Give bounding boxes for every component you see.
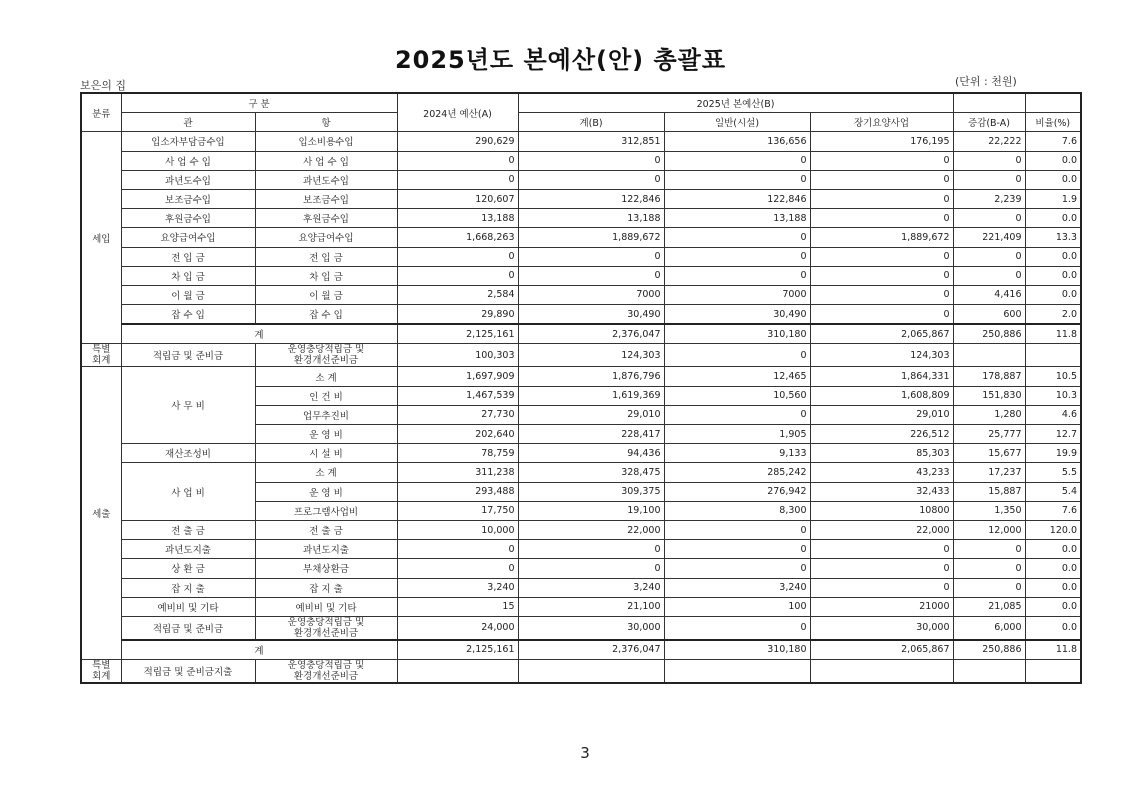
cell-p: 10.3: [1025, 386, 1081, 405]
table-row-special: [81, 344, 1081, 367]
cell-g: 13,188: [664, 209, 810, 228]
table-row: [81, 132, 1081, 151]
cell-b: 30,490: [518, 305, 664, 325]
cell-d: 221,409: [953, 228, 1025, 247]
cell-gwan: 잡 지 출: [121, 578, 255, 597]
cell-hang: 운영충당적립금 및 환경개선준비금: [255, 660, 397, 684]
cell-p: 5.4: [1025, 482, 1081, 501]
cell-gwan: 사 무 비: [121, 367, 255, 444]
cell-hang: 후원금수입: [255, 209, 397, 228]
total-label: 계: [121, 640, 397, 660]
special-label: 특별 회계: [81, 660, 121, 684]
header-general: 일반(시설): [664, 113, 810, 132]
cell-b: 1,619,369: [518, 386, 664, 405]
cell-a: 290,629: [397, 132, 518, 151]
page-number: 3: [580, 744, 590, 762]
cell-d: 1,350: [953, 501, 1025, 520]
cell-d: 151,830: [953, 386, 1025, 405]
cell-a: 2,125,161: [397, 640, 518, 660]
cell-g: 310,180: [664, 640, 810, 660]
cell-hang: 잡 지 출: [255, 578, 397, 597]
table-row: [81, 463, 1081, 482]
cell-p: 0.0: [1025, 151, 1081, 170]
header-blank-2: [1025, 93, 1081, 113]
cell-p: 0.0: [1025, 540, 1081, 559]
cell-d: 0: [953, 247, 1025, 266]
cell-hang: 예비비 및 기타: [255, 597, 397, 616]
table-row-total: [81, 324, 1081, 344]
cell-p: [1025, 344, 1081, 367]
cell-g: 0: [664, 520, 810, 539]
cell-l: 176,195: [810, 132, 953, 151]
table-row: [81, 597, 1081, 616]
cell-gwan: 전 입 금: [121, 247, 255, 266]
table-row: [81, 616, 1081, 640]
cell-d: 0: [953, 209, 1025, 228]
table-row-total: [81, 640, 1081, 660]
cell-gwan: 예비비 및 기타: [121, 597, 255, 616]
cell-d: 4,416: [953, 285, 1025, 304]
cell-a: 202,640: [397, 425, 518, 444]
table-row: [81, 247, 1081, 266]
cell-hang: 요양급여수입: [255, 228, 397, 247]
cell-p: 11.8: [1025, 640, 1081, 660]
cell-l: 32,433: [810, 482, 953, 501]
cell-d: 12,000: [953, 520, 1025, 539]
cell-gwan: 과년도지출: [121, 540, 255, 559]
cell-g: 136,656: [664, 132, 810, 151]
cell-p: 0.0: [1025, 266, 1081, 285]
cell-g: [664, 660, 810, 684]
table-row-special: [81, 660, 1081, 684]
cell-g: 7000: [664, 285, 810, 304]
header-category: 분류: [81, 93, 121, 132]
cell-hang: 사 업 수 입: [255, 151, 397, 170]
cell-p: 0.0: [1025, 170, 1081, 189]
cell-gwan: 차 입 금: [121, 266, 255, 285]
cell-d: 17,237: [953, 463, 1025, 482]
cell-l: 124,303: [810, 344, 953, 367]
cell-g: 0: [664, 405, 810, 424]
cell-hang: 운 영 비: [255, 425, 397, 444]
cell-b: 3,240: [518, 578, 664, 597]
cell-b: 0: [518, 266, 664, 285]
cell-l: 0: [810, 209, 953, 228]
cell-d: 25,777: [953, 425, 1025, 444]
header-longterm: 장기요양사업: [810, 113, 953, 132]
cell-g: 122,846: [664, 189, 810, 208]
cell-hang: 전 출 금: [255, 520, 397, 539]
cell-a: 15: [397, 597, 518, 616]
cell-a: 2,125,161: [397, 324, 518, 344]
cell-b: 19,100: [518, 501, 664, 520]
cell-l: 0: [810, 151, 953, 170]
cell-a: 0: [397, 170, 518, 189]
cell-a: 1,668,263: [397, 228, 518, 247]
cell-b: 22,000: [518, 520, 664, 539]
cell-b: 1,889,672: [518, 228, 664, 247]
cell-a: 1,697,909: [397, 367, 518, 386]
unit-label: (단위 : 천원): [955, 75, 1017, 88]
table-row: [81, 444, 1081, 463]
cell-d: [953, 344, 1025, 367]
cell-b: 312,851: [518, 132, 664, 151]
cell-g: 1,905: [664, 425, 810, 444]
cell-d: 0: [953, 559, 1025, 578]
cell-d: 15,677: [953, 444, 1025, 463]
table-row: [81, 170, 1081, 189]
cell-gwan: 이 월 금: [121, 285, 255, 304]
cell-d: 1,280: [953, 405, 1025, 424]
table-row: [81, 209, 1081, 228]
cell-d: 178,887: [953, 367, 1025, 386]
table-row: [81, 367, 1081, 386]
table-row: [81, 305, 1081, 325]
cell-d: 21,085: [953, 597, 1025, 616]
cell-hang: 소 계: [255, 367, 397, 386]
cell-a: 10,000: [397, 520, 518, 539]
section-label-expense: 세출: [81, 367, 121, 660]
cell-a: 293,488: [397, 482, 518, 501]
cell-d: 250,886: [953, 324, 1025, 344]
cell-hang: 소 계: [255, 463, 397, 482]
table-row: [81, 578, 1081, 597]
cell-l: 0: [810, 559, 953, 578]
table-row: [81, 228, 1081, 247]
cell-g: 0: [664, 616, 810, 640]
special-label: 특별 회계: [81, 344, 121, 367]
cell-l: 30,000: [810, 616, 953, 640]
cell-gwan: 후원금수입: [121, 209, 255, 228]
cell-l: 1,608,809: [810, 386, 953, 405]
cell-l: 2,065,867: [810, 324, 953, 344]
cell-gwan: 보조금수입: [121, 189, 255, 208]
cell-b: 228,417: [518, 425, 664, 444]
cell-g: 0: [664, 151, 810, 170]
cell-l: 1,889,672: [810, 228, 953, 247]
cell-a: [397, 660, 518, 684]
cell-p: 7.6: [1025, 501, 1081, 520]
cell-g: 30,490: [664, 305, 810, 325]
cell-l: 226,512: [810, 425, 953, 444]
cell-hang: 차 입 금: [255, 266, 397, 285]
cell-gwan: 잡 수 입: [121, 305, 255, 325]
cell-hang: 전 입 금: [255, 247, 397, 266]
cell-b: 309,375: [518, 482, 664, 501]
budget-summary-table: [80, 92, 1082, 684]
cell-b: 2,376,047: [518, 324, 664, 344]
cell-g: 3,240: [664, 578, 810, 597]
table-row: [81, 520, 1081, 539]
cell-hang: 운 영 비: [255, 482, 397, 501]
cell-g: 285,242: [664, 463, 810, 482]
cell-p: 19.9: [1025, 444, 1081, 463]
cell-l: 0: [810, 266, 953, 285]
cell-b: 29,010: [518, 405, 664, 424]
cell-b: 328,475: [518, 463, 664, 482]
cell-hang: 시 설 비: [255, 444, 397, 463]
cell-d: 0: [953, 266, 1025, 285]
cell-a: 13,188: [397, 209, 518, 228]
header-blank-1: [953, 93, 1025, 113]
cell-d: 15,887: [953, 482, 1025, 501]
cell-gwan: 적립금 및 준비금: [121, 616, 255, 640]
cell-g: 276,942: [664, 482, 810, 501]
header-prev-budget: 2024년 예산(A): [397, 93, 518, 132]
header-total-b: 계(B): [518, 113, 664, 132]
cell-d: 6,000: [953, 616, 1025, 640]
cell-p: 5.5: [1025, 463, 1081, 482]
cell-hang: 프로그램사업비: [255, 501, 397, 520]
cell-p: 0.0: [1025, 597, 1081, 616]
cell-g: 12,465: [664, 367, 810, 386]
cell-a: 78,759: [397, 444, 518, 463]
table-row: [81, 285, 1081, 304]
cell-p: 1.9: [1025, 189, 1081, 208]
cell-g: 10,560: [664, 386, 810, 405]
cell-a: 0: [397, 151, 518, 170]
cell-l: 0: [810, 578, 953, 597]
cell-p: 10.5: [1025, 367, 1081, 386]
cell-hang: 운영충당적립금 및 환경개선준비금: [255, 616, 397, 640]
table-row: [81, 189, 1081, 208]
header-gubun: 구 분: [121, 93, 397, 113]
cell-gwan: 요양급여수입: [121, 228, 255, 247]
cell-hang: 인 건 비: [255, 386, 397, 405]
cell-hang: 부채상환금: [255, 559, 397, 578]
cell-a: 27,730: [397, 405, 518, 424]
cell-hang: 과년도수입: [255, 170, 397, 189]
cell-gwan: 과년도수입: [121, 170, 255, 189]
cell-g: 0: [664, 540, 810, 559]
cell-b: 13,188: [518, 209, 664, 228]
cell-b: 1,876,796: [518, 367, 664, 386]
cell-l: 22,000: [810, 520, 953, 539]
cell-g: 9,133: [664, 444, 810, 463]
total-label: 계: [121, 324, 397, 344]
cell-p: 0.0: [1025, 616, 1081, 640]
cell-b: 0: [518, 170, 664, 189]
cell-gwan: 입소자부담금수입: [121, 132, 255, 151]
cell-a: 2,584: [397, 285, 518, 304]
cell-d: 0: [953, 540, 1025, 559]
cell-l: 10800: [810, 501, 953, 520]
cell-g: 0: [664, 266, 810, 285]
cell-p: 12.7: [1025, 425, 1081, 444]
cell-l: 1,864,331: [810, 367, 953, 386]
cell-gwan: 재산조성비: [121, 444, 255, 463]
cell-gwan: 사 업 비: [121, 463, 255, 521]
cell-p: 120.0: [1025, 520, 1081, 539]
cell-gwan: 적립금 및 준비금: [121, 344, 255, 367]
cell-p: 0.0: [1025, 285, 1081, 304]
cell-b: 94,436: [518, 444, 664, 463]
cell-a: 3,240: [397, 578, 518, 597]
cell-l: [810, 660, 953, 684]
cell-b: 0: [518, 247, 664, 266]
cell-b: 0: [518, 559, 664, 578]
cell-a: 0: [397, 540, 518, 559]
cell-gwan: 상 환 금: [121, 559, 255, 578]
cell-hang: 이 월 금: [255, 285, 397, 304]
cell-g: 0: [664, 247, 810, 266]
cell-p: 13.3: [1025, 228, 1081, 247]
cell-l: 0: [810, 247, 953, 266]
cell-d: 0: [953, 170, 1025, 189]
table-row: [81, 540, 1081, 559]
cell-b: 0: [518, 540, 664, 559]
cell-d: 250,886: [953, 640, 1025, 660]
cell-a: 24,000: [397, 616, 518, 640]
cell-hang: 잡 수 입: [255, 305, 397, 325]
cell-hang: 보조금수입: [255, 189, 397, 208]
cell-a: 0: [397, 559, 518, 578]
cell-p: 0.0: [1025, 247, 1081, 266]
cell-b: 2,376,047: [518, 640, 664, 660]
cell-l: 29,010: [810, 405, 953, 424]
cell-l: 43,233: [810, 463, 953, 482]
cell-d: 600: [953, 305, 1025, 325]
cell-b: 7000: [518, 285, 664, 304]
cell-b: 122,846: [518, 189, 664, 208]
cell-gwan: 전 출 금: [121, 520, 255, 539]
cell-p: 0.0: [1025, 578, 1081, 597]
table-row: [81, 266, 1081, 285]
section-label-revenue: 세입: [81, 132, 121, 344]
cell-d: 0: [953, 578, 1025, 597]
cell-d: 2,239: [953, 189, 1025, 208]
cell-b: [518, 660, 664, 684]
header-diff: 증감(B-A): [953, 113, 1025, 132]
cell-l: 21000: [810, 597, 953, 616]
cell-gwan: 적립금 및 준비금지출: [121, 660, 255, 684]
cell-l: 2,065,867: [810, 640, 953, 660]
header-ratio: 비율(%): [1025, 113, 1081, 132]
page-title: 2025년도 본예산(안) 총괄표: [394, 46, 727, 74]
header-hang: 항: [255, 113, 397, 132]
cell-a: 17,750: [397, 501, 518, 520]
cell-a: 311,238: [397, 463, 518, 482]
cell-g: 8,300: [664, 501, 810, 520]
cell-g: 310,180: [664, 324, 810, 344]
cell-g: 0: [664, 559, 810, 578]
cell-a: 29,890: [397, 305, 518, 325]
cell-hang: 운영충당적립금 및 환경개선준비금: [255, 344, 397, 367]
organization-name: 보은의 집: [80, 79, 127, 92]
cell-p: 7.6: [1025, 132, 1081, 151]
cell-b: 30,000: [518, 616, 664, 640]
cell-hang: 입소비용수입: [255, 132, 397, 151]
cell-l: 0: [810, 170, 953, 189]
cell-p: 4.6: [1025, 405, 1081, 424]
table-row: [81, 151, 1081, 170]
cell-g: 0: [664, 344, 810, 367]
cell-l: 85,303: [810, 444, 953, 463]
cell-a: 100,303: [397, 344, 518, 367]
cell-p: 0.0: [1025, 559, 1081, 578]
cell-d: 22,222: [953, 132, 1025, 151]
cell-p: 0.0: [1025, 209, 1081, 228]
cell-hang: 업무추진비: [255, 405, 397, 424]
header-gwan: 관: [121, 113, 255, 132]
cell-p: 2.0: [1025, 305, 1081, 325]
cell-d: 0: [953, 151, 1025, 170]
cell-g: 0: [664, 228, 810, 247]
cell-gwan: 사 업 수 입: [121, 151, 255, 170]
cell-l: 0: [810, 285, 953, 304]
cell-p: [1025, 660, 1081, 684]
cell-l: 0: [810, 540, 953, 559]
table-row: [81, 559, 1081, 578]
cell-a: 120,607: [397, 189, 518, 208]
cell-l: 0: [810, 189, 953, 208]
cell-b: 21,100: [518, 597, 664, 616]
cell-b: 0: [518, 151, 664, 170]
cell-g: 100: [664, 597, 810, 616]
cell-l: 0: [810, 305, 953, 325]
cell-p: 11.8: [1025, 324, 1081, 344]
cell-a: 0: [397, 247, 518, 266]
cell-hang: 과년도지출: [255, 540, 397, 559]
cell-b: 124,303: [518, 344, 664, 367]
cell-a: 1,467,539: [397, 386, 518, 405]
cell-a: 0: [397, 266, 518, 285]
header-current-budget: 2025년 본예산(B): [518, 93, 953, 113]
cell-d: [953, 660, 1025, 684]
cell-g: 0: [664, 170, 810, 189]
